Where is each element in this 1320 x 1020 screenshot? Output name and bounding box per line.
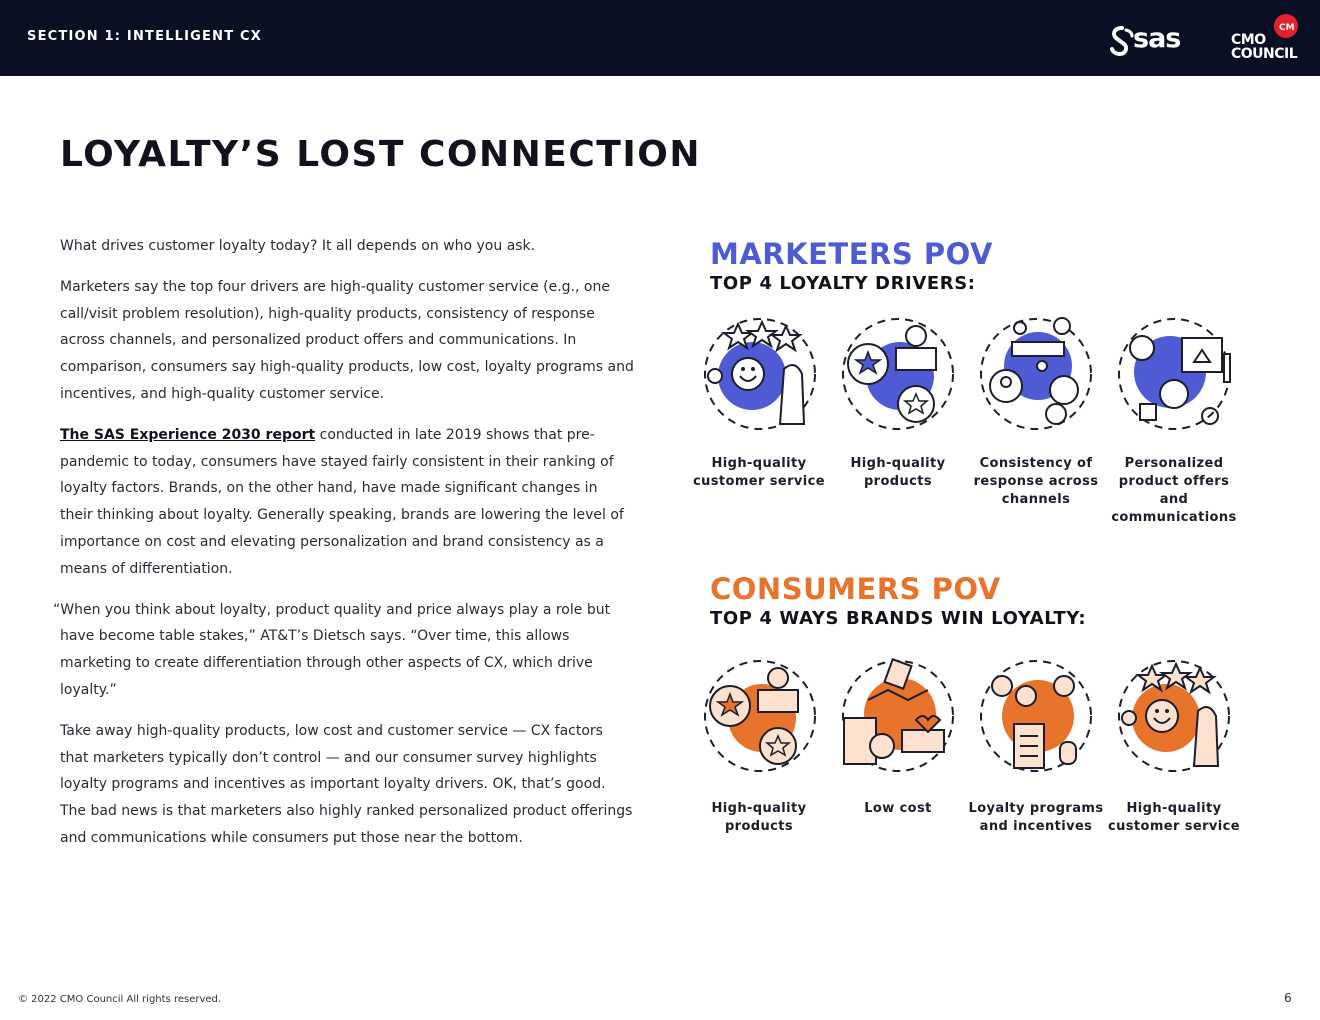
personalized-offers-icon [1114, 314, 1234, 434]
paragraph-report-text: conducted in late 2019 shows that pre-pandemic to today, consumers have stayed fairly consistent in their ranking of loyalty factors. Brands, on the other hand, have made significant changes in their thinking about loyalty. Generally speaking, brands are lowering the level of importance on cost and elevating personalization and brand consistency as a means of differentiation. [60, 426, 624, 577]
customer-service-icon [1114, 656, 1234, 776]
marketers-driver-label-4: Personalized product offers and communications [1111, 456, 1237, 525]
body-text [53, 233, 634, 866]
consumers-driver-label-3: Loyalty programs and incentives [968, 801, 1104, 834]
customer-service-icon [700, 314, 820, 434]
consumers-driver-label-4: High-quality customer service [1108, 801, 1240, 834]
paragraph-takeaway: Take away high-quality products, low cost and customer service — CX factors that marketers typically don’t control — and our consumer survey highlights loyalty programs and incentives as important loyalty drivers. OK, that’s good. The bad news is that marketers also highly ranked personalized product offerings and communications while consumers put those near the bottom. [60, 722, 633, 846]
sas-logo-text: sas [1133, 23, 1181, 54]
svg-text:CM: CM [1279, 23, 1295, 33]
consistency-icon [976, 314, 1096, 434]
footer-copyright: © 2022 CMO Council All rights reserved. [18, 994, 222, 1005]
page-number: 6 [1284, 991, 1292, 1005]
marketers-driver-label-3: Consistency of response across channels [973, 456, 1099, 507]
cmo-logo-line2: COUNCIL [1231, 46, 1298, 62]
paragraph-report [59, 422, 634, 583]
section-label: SECTION 1: INTELLIGENT CX [27, 29, 262, 44]
page-title: LOYALTY’S LOST CONNECTION [60, 134, 701, 175]
consumers-pov-title: CONSUMERS POV [710, 572, 1001, 606]
consumers-driver-label-1: High-quality products [711, 801, 807, 834]
consumers-driver-label-2: Low cost [864, 801, 932, 816]
cmo-logo-line1: CMO [1231, 32, 1266, 48]
consumers-pov-subtitle: TOP 4 WAYS BRANDS WIN LOYALTY: [710, 608, 1087, 629]
marketers-driver-label-1: High-quality customer service [693, 456, 825, 489]
marketers-pov-subtitle: TOP 4 LOYALTY DRIVERS: [710, 273, 976, 294]
low-cost-icon [838, 656, 958, 776]
quality-products-icon [700, 656, 820, 776]
loyalty-programs-icon [976, 656, 1096, 776]
paragraph-marketers-vs-consumers: Marketers say the top four drivers are high-quality customer service (e.g., one call/visit problem resolution), high-quality products, consistency of response across channels, and personalized product offers and communications. In comparison, consumers say high-quality products, low cost, loyalty programs and incentives, and high-quality customer service. [60, 278, 634, 402]
sas-report-link[interactable]: The SAS Experience 2030 report [60, 426, 316, 443]
paragraph-intro: What drives customer loyalty today? It all depends on who you ask. [60, 238, 536, 254]
paragraph-quote: “When you think about loyalty, product quality and price always play a role but have become table stakes,” AT&T’s Dietsch says. “Over time, this allows marketing to create differentiation through other aspects of CX, which drive loyalty.” [53, 601, 611, 698]
marketers-driver-label-2: High-quality products [850, 456, 946, 489]
marketers-pov-title: MARKETERS POV [710, 237, 993, 271]
quality-products-icon [838, 314, 958, 434]
